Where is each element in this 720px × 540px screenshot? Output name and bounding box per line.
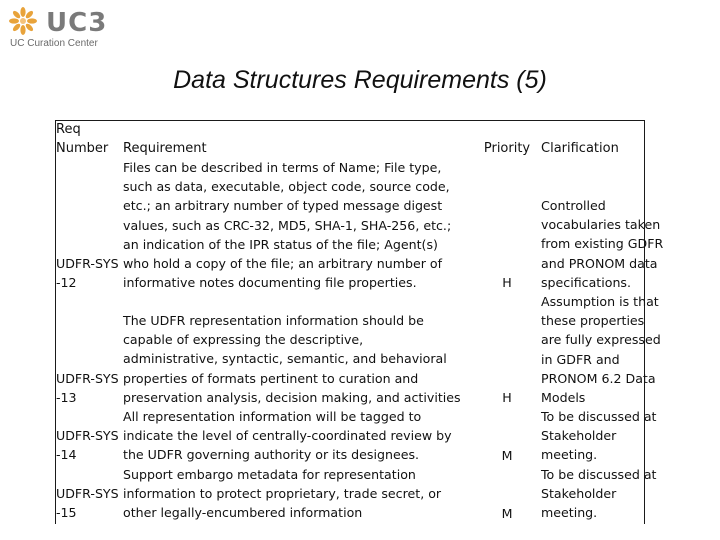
table-row-13-clarification: Assumption is that these properties are fully expressed in GDFR and PRONOM 6.2 Data Models [541,294,661,406]
table-row-13-req-number: UDFR-SYS -13 [56,371,119,406]
slide-title: Data Structures Requirements (5) [173,66,547,94]
header-req-number: Req Number [56,122,109,157]
uc3-logo [8,6,118,50]
requirements-table [55,120,664,524]
header-priority: Priority [483,141,531,156]
table-row-13-requirement: The UDFR representation information should be capable of expressing the descriptive, administrative, syntactic, semantic, and behavioral properties of formats pertinent to curation and preservation analysis, decision making, and activities [123,313,461,405]
table-row-12-req-number: UDFR-SYS -12 [56,256,119,291]
uc3-flower-icon [8,6,38,36]
table-row-13-priority: H [502,390,512,405]
header-clarification: Clarification [541,141,619,156]
uc3-wordmark: UC3 [46,8,108,38]
table-row-15-clarification: To be discussed at Stakeholder meeting. [541,467,657,521]
table-row-14-req-number: UDFR-SYS -14 [56,428,119,463]
table-row-12-clarification: Controlled vocabularies taken from existing GDFR and PRONOM data specifications. [541,198,664,290]
table-row-15-req-number: UDFR-SYS -15 [56,486,119,521]
table-row-14-priority: M [501,448,513,463]
table-row-12-requirement: Files can be described in terms of Name; File type, such as data, executable, object code, source code, etc.; an arbitrary number of typed message digest values, such as CRC-32, MD5, SHA-1, SHA-256, etc.; an indication of the IPR status of the file; Agent(s) who hold a copy of the file; an arbitrary number of informative notes documenting file properties. [123,160,452,291]
table-row-14-requirement: All representation information will be tagged to indicate the level of centrally-coordinated review by the UDFR governing authority or its designees. [123,409,452,463]
table-row-14-clarification: To be discussed at Stakeholder meeting. [541,409,657,463]
table-row-15-requirement: Support embargo metadata for representation information to protect proprietary, trade secret, or other legally-encumbered information [123,467,442,521]
header-requirement: Requirement [123,141,207,156]
table-row-12-priority: H [502,275,512,290]
table-row-15-priority: M [501,506,513,521]
uc3-subtitle: UC Curation Center [10,38,98,49]
